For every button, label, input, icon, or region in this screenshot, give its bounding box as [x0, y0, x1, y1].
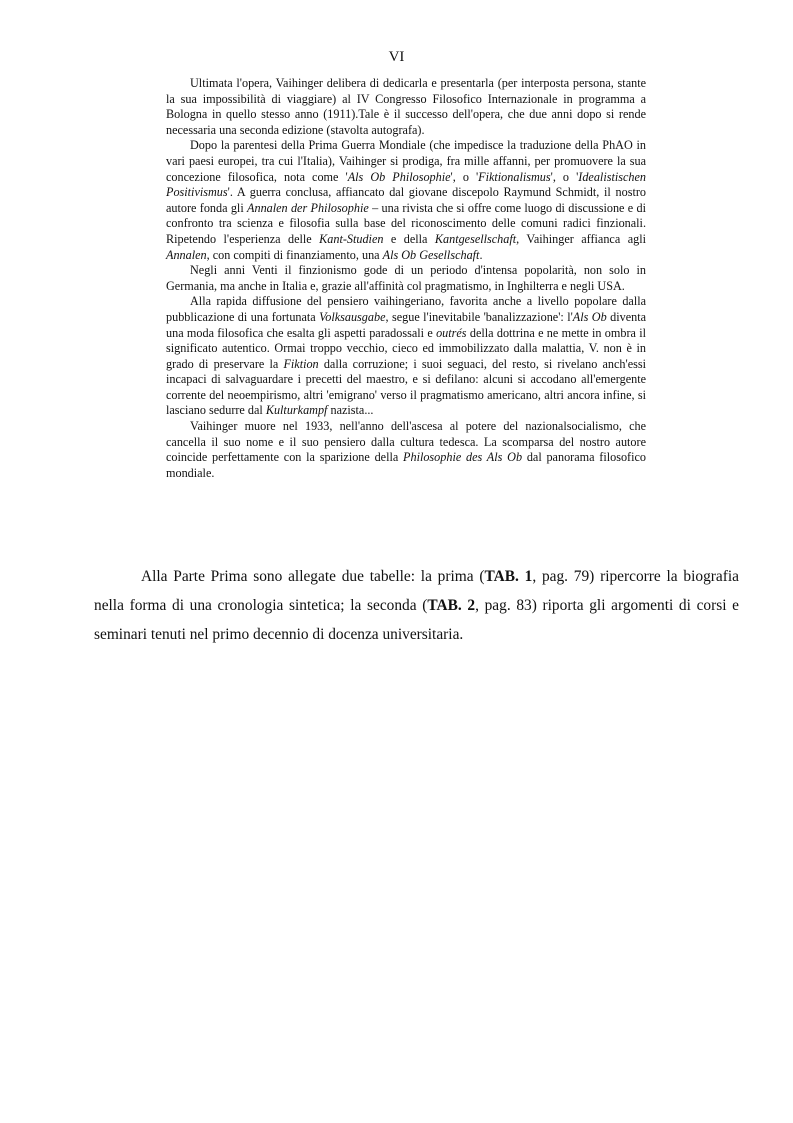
italic-term: Annalen — [166, 247, 207, 262]
text-run: , segue l'inevitabile 'banalizzazione': l' — [385, 309, 573, 324]
text-run: e della — [383, 231, 435, 246]
page-number: VI — [388, 49, 405, 65]
italic-term: Kant-Studien — [319, 231, 384, 246]
italic-term: Kantgesellschaft — [434, 231, 517, 246]
italic-term: Als Ob Gesellschaft — [382, 247, 480, 262]
text-run: . — [479, 247, 483, 262]
text-run: dalla corruzione; i suoi seguaci, del resto, si rivelano anch'essi incapaci di salvaguardare i precetti del maestro, e si defilano: alcuni si accodano all'emergente corrente del neoempirismo, altri 'emigrano' verso il pragmatismo americano, altri ancora infine, si lasciano sedurre dal — [166, 356, 646, 418]
quote-block — [166, 76, 646, 481]
text-run: – una rivista che si offre come luogo di discussione e di confronto tra scienza e filosofia sulla base del riconoscimento delle comuni radici finzionali. Ripetendo l'esperienza delle — [166, 200, 646, 246]
text-run: Alla Parte Prima sono allegate due tabelle: la prima ( — [141, 568, 485, 585]
italic-term: Fiktionalismus — [478, 169, 551, 184]
quote-paragraph-2 — [166, 138, 646, 263]
italic-term: Kulturkampf — [265, 403, 328, 418]
italic-term: Idealistischen Positivismus — [166, 169, 646, 200]
text-run: nazista... — [327, 403, 374, 418]
italic-term: Philosophie des Als Ob — [403, 450, 523, 465]
text-run: , con compiti di finanziamento, una — [206, 247, 383, 262]
quote-paragraph-1: Ultimata l'opera, Vaihinger delibera di dedicarla e presentarla (per interposta persona, stante la sua impossibilità di viaggiare) al IV Congresso Filosofico Internazionale in programma a Bologna in quello stesso anno (1911).Tale è il successo dell'opera, che due anni dopo si rende necessaria una seconda edizione (stavolta autografa). — [166, 76, 646, 137]
table-reference: TAB. 1 — [484, 568, 533, 585]
italic-term: Volksausgabe — [319, 309, 386, 324]
quote-paragraph-3: Negli anni Venti il finzionismo gode di un periodo d'intensa popolarità, non solo in Germania, ma anche in Italia e, grazie all'affinità col pragmatismo, in Inghilterra e negli USA. — [166, 263, 646, 293]
text-run: '. A guerra conclusa, affiancato dal giovane discepolo Raymund Schmidt, il nostro autore fonda gli — [166, 185, 646, 215]
text-run: ', o ' — [550, 169, 579, 184]
italic-term: Fiktion — [283, 356, 319, 371]
italic-term: Als Ob Philosophie — [347, 169, 451, 184]
body-paragraph — [94, 562, 739, 649]
text-run: Dopo la parentesi della Prima Guerra Mondiale (che impedisce la traduzione della PhAO in vari paesi europei, tra cui l'Italia), Vaihinger si prodiga, fra mille affanni, per promuovere la sua concezione filosofica, nota come ' — [166, 138, 646, 184]
text-run: dal panorama filosofico mondiale. — [166, 450, 646, 480]
text-run: , Vaihinger affianca agli — [516, 231, 646, 246]
text-run: diventa una moda filosofica che esalta gli aspetti paradossali e — [166, 309, 647, 340]
text-run: , pag. 79) ripercorre la biografia nella forma di una cronologia sintetica; la seconda ( — [94, 568, 739, 614]
text-run: della dottrina e ne mette in ombra il significato autentico. Ormai troppo vecchio, cieco ed immobilizzato dalla malattia, V. non è in grado di preservare la — [166, 325, 646, 371]
text-run: Vaihinger muore nel 1933, nell'anno dell'ascesa al potere del nazionalsocialismo, che cancella il suo nome e il suo pensiero dalla cultura tedesca. La scomparsa del nostro autore coincide perfettamente con la sparizione della — [166, 419, 646, 465]
text-run: ', o ' — [450, 169, 479, 184]
text-run: , pag. 83) riporta gli argomenti di corsi e seminari tenuti nel primo decennio di docenza universitaria. — [94, 597, 739, 643]
quote-paragraph-5 — [166, 419, 646, 481]
quote-paragraph-4 — [166, 294, 646, 419]
italic-term: Als Ob — [572, 309, 607, 324]
table-reference: TAB. 2 — [427, 597, 476, 614]
italic-term: Annalen der Philosophie — [247, 200, 369, 215]
body-text — [94, 562, 739, 649]
text-run: Alla rapida diffusione del pensiero vaihingeriano, favorita anche a livello popolare dalla pubblicazione di una fortunata — [166, 294, 646, 324]
italic-term: outrés — [436, 325, 467, 340]
